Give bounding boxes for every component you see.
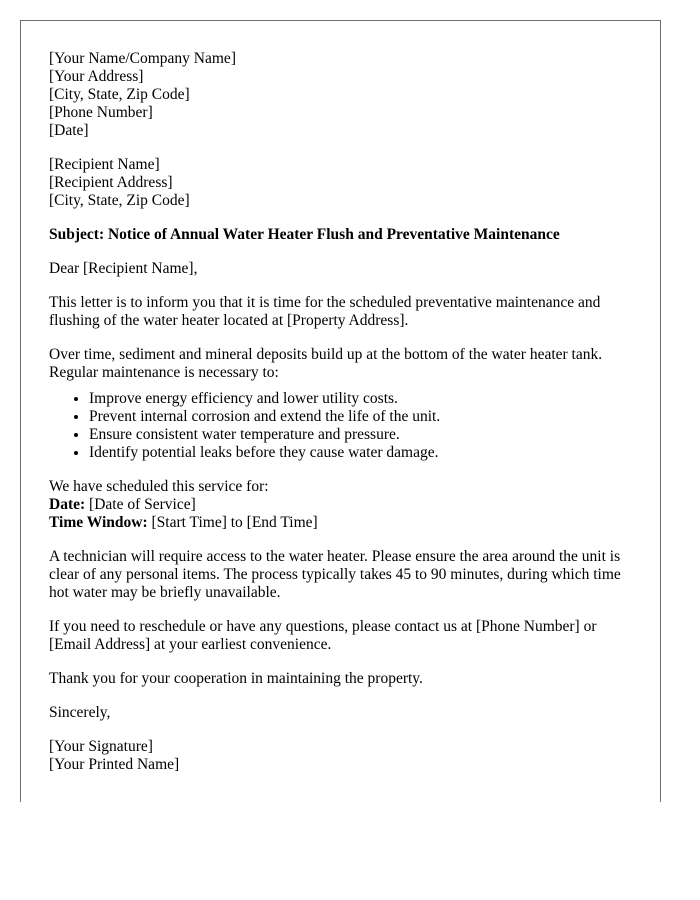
list-item: • Improve energy efficiency and lower utility costs.: [89, 390, 632, 408]
date-value: [Date of Service]: [85, 496, 196, 513]
list-item: • Ensure consistent water temperature and pressure.: [89, 426, 632, 444]
schedule-date: [49, 496, 632, 514]
valediction: Sincerely,: [49, 704, 111, 721]
paragraph-thanks: Thank you for your cooperation in maintaining the property.: [49, 670, 423, 687]
sender-address: [Your Address]: [49, 68, 144, 85]
paragraph-access: A technician will require access to the water heater. Please ensure the area around the unit is clear of any personal items. The process typically takes 45 to 90 minutes, during which time hot water may be briefly unavailable.: [49, 548, 621, 601]
sender-block: [49, 50, 632, 140]
benefits-list: [49, 390, 632, 462]
paragraph-reasons: Over time, sediment and mineral deposits build up at the bottom of the water heater tank. Regular maintenance is necessary to:: [49, 346, 603, 381]
signature: [Your Signature]: [49, 738, 153, 755]
signature-block: [49, 738, 632, 774]
date-label: Date:: [49, 496, 86, 513]
recipient-block: [49, 156, 632, 210]
sender-phone: [Phone Number]: [49, 104, 153, 121]
sender-name: [Your Name/Company Name]: [49, 50, 236, 67]
sender-city: [City, State, Zip Code]: [49, 86, 190, 103]
salutation: Dear [Recipient Name],: [49, 260, 198, 277]
recipient-city: [City, State, Zip Code]: [49, 192, 190, 209]
letter-page: [20, 20, 661, 802]
sender-date: [Date]: [49, 122, 89, 139]
window-value: [Start Time] to [End Time]: [147, 514, 318, 531]
schedule-block: [49, 478, 632, 532]
recipient-name: [Recipient Name]: [49, 156, 160, 173]
paragraph-contact: If you need to reschedule or have any questions, please contact us at [Phone Number] or [Email Address] at your earliest convenience.: [49, 618, 597, 653]
list-item: • Prevent internal corrosion and extend the life of the unit.: [89, 408, 632, 426]
paragraph-intro: This letter is to inform you that it is time for the scheduled preventative maintenance and flushing of the water heater located at [Property Address].: [49, 294, 601, 329]
printed-name: [Your Printed Name]: [49, 756, 180, 773]
schedule-intro: We have scheduled this service for:: [49, 478, 269, 495]
subject-line: Subject: Notice of Annual Water Heater Flush and Preventative Maintenance: [49, 226, 560, 243]
recipient-address: [Recipient Address]: [49, 174, 173, 191]
list-item: • Identify potential leaks before they cause water damage.: [89, 444, 632, 462]
schedule-window: [49, 514, 632, 532]
window-label: Time Window:: [49, 514, 148, 531]
